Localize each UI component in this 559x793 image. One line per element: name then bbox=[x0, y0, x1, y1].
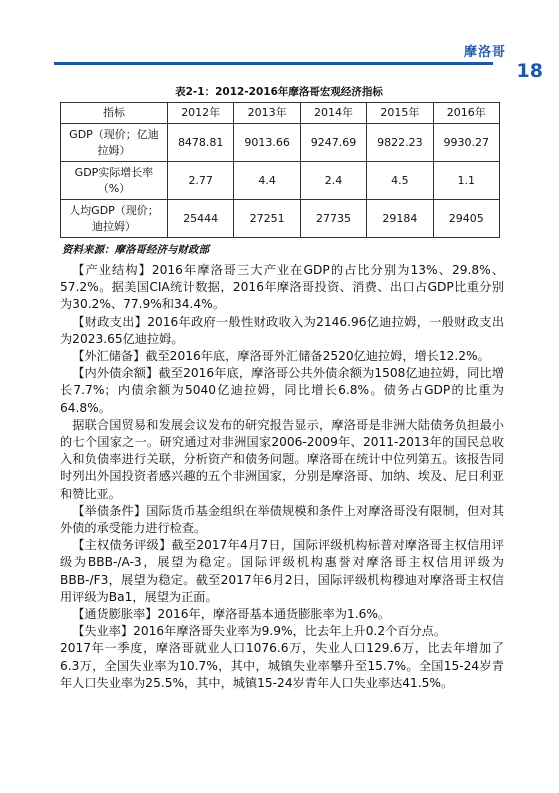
paragraph-text: 据联合国贸易和发展会议发布的研究报告显示，摩洛哥是非洲大陆债务负担最小的七个国家之一。研究通过对非洲国家2006-2009年、2011-2013年的国民总收入和负债率进行关联，分析资产和债务问题。摩洛哥在统计中位列第五。该报告同时列出外国投资者感兴趣的五个非洲国家，分别是摩洛哥、加纳、埃及、尼日利亚和赞比亚。 bbox=[60, 417, 504, 501]
section-tag: 【财政支出】 bbox=[72, 314, 148, 329]
paragraph-text: 2016年，摩洛哥基本通货膨胀率为1.6%。 bbox=[157, 607, 391, 622]
section-tag: 【失业率】 bbox=[72, 624, 134, 639]
paragraph-text: 截至2016年底，摩洛哥外汇储备2520亿迪拉姆，增长12.2%。 bbox=[145, 349, 490, 364]
table-caption: 表2-1：2012-2016年摩洛哥宏观经济指标 bbox=[175, 86, 383, 98]
table-cell: 8478.81 bbox=[168, 124, 234, 162]
table-cell: 4.4 bbox=[234, 162, 300, 200]
table-cell: 2.4 bbox=[300, 162, 366, 200]
paragraph-sovereign-rating bbox=[60, 537, 504, 606]
economic-indicators-table bbox=[60, 102, 500, 238]
table-row bbox=[61, 124, 500, 162]
paragraph-text: 截至2016年底，摩洛哥公共外债余额为1508亿迪拉姆，同比增长7.7%；内债余额为5040亿迪拉姆，同比增长6.8%。债务占GDP的比重为64.8%。 bbox=[60, 366, 504, 415]
table-row bbox=[61, 162, 500, 200]
table-header-row bbox=[61, 103, 500, 124]
row-indicator: 人均GDP（现价；迪拉姆） bbox=[61, 200, 168, 238]
column-header: 2015年 bbox=[367, 103, 433, 124]
table-cell: 25444 bbox=[168, 200, 234, 238]
table-cell: 4.5 bbox=[367, 162, 433, 200]
paragraph-text: 2016年摩洛哥三大产业在GDP的占比分别为13%、29.8%、57.2%。据美国CIA统计数据，2016年摩洛哥投资、消费、出口占GDP比重分别为30.2%、77.9%和34.4%。 bbox=[60, 263, 505, 312]
table-cell: 29184 bbox=[367, 200, 433, 238]
table-cell: 2.77 bbox=[168, 162, 234, 200]
paragraph-forex-reserves bbox=[60, 348, 504, 365]
section-tag: 【外汇储备】 bbox=[72, 349, 146, 364]
paragraph-inflation bbox=[60, 606, 504, 623]
section-tag: 【内外债余额】 bbox=[72, 366, 159, 381]
header-rule bbox=[54, 62, 493, 65]
column-header: 指标 bbox=[61, 103, 168, 124]
paragraph-unemployment bbox=[60, 623, 504, 640]
table-cell: 9013.66 bbox=[234, 124, 300, 162]
paragraph-text: 2016年政府一般性财政收入为2146.96亿迪拉姆，一般财政支出为2023.65亿迪拉姆。 bbox=[60, 314, 505, 346]
paragraph-fiscal-spending bbox=[60, 314, 504, 348]
table-cell: 29405 bbox=[433, 200, 499, 238]
paragraph-text: 国际货币基金组织在举债规模和条件上对摩洛哥没有限制，但对其外债的承受能力进行检查。 bbox=[60, 503, 505, 536]
row-indicator: GDP实际增长率（%） bbox=[61, 162, 168, 200]
table-cell: 27735 bbox=[300, 200, 366, 238]
paragraph-text: 2017年一季度，摩洛哥就业人口1076.6万，失业人口129.6万，比去年增加了6.3万，全国失业率为10.7%，其中，城镇失业率攀升至15.7%。全国15-24岁青年人口失业率为25.5%，其中，城镇15-24岁青年人口失业率达41.5%。 bbox=[60, 641, 504, 690]
table-cell: 27251 bbox=[234, 200, 300, 238]
paragraph-unemployment-q1 bbox=[60, 640, 504, 692]
column-header: 2013年 bbox=[234, 103, 300, 124]
row-indicator: GDP（现价；亿迪拉姆） bbox=[61, 124, 168, 162]
table-cell: 9822.23 bbox=[367, 124, 433, 162]
column-header: 2016年 bbox=[433, 103, 499, 124]
section-tag: 【产业结构】 bbox=[72, 263, 152, 277]
table-cell: 9930.27 bbox=[433, 124, 499, 162]
page-number: 18 bbox=[516, 60, 543, 82]
table-source-note: 资料来源：摩洛哥经济与财政部 bbox=[62, 244, 209, 256]
table-cell: 9247.69 bbox=[300, 124, 366, 162]
column-header: 2014年 bbox=[300, 103, 366, 124]
paragraph-debt-balance bbox=[60, 365, 504, 417]
paragraph-borrowing-conditions bbox=[60, 503, 504, 537]
section-tag: 【通货膨胀率】 bbox=[72, 607, 158, 622]
paragraph-unctad-report bbox=[60, 417, 504, 503]
paragraph-industry-structure bbox=[60, 262, 504, 314]
column-header: 2012年 bbox=[168, 103, 234, 124]
table-cell: 1.1 bbox=[433, 162, 499, 200]
paragraph-text: 2016年摩洛哥失业率为9.9%，比去年上升0.2个百分点。 bbox=[133, 624, 447, 639]
section-tag: 【主权债务评级】 bbox=[72, 538, 172, 553]
section-header: 摩洛哥 bbox=[463, 45, 506, 60]
paragraph-text: 截至2017年4月7日，国际评级机构标普对摩洛哥主权信用评级为BBB-/A-3，展望为稳定。国际评级机构惠誉对摩洛哥主权信用评级为BBB-/F3，展望为稳定。截至2017年6月2日，国际评级机构穆迪对摩洛哥主权信用评级为Ba1，展望为正面。 bbox=[60, 538, 504, 604]
section-tag: 【举债条件】 bbox=[72, 503, 147, 518]
table-row bbox=[61, 200, 500, 238]
body-text bbox=[60, 262, 504, 692]
